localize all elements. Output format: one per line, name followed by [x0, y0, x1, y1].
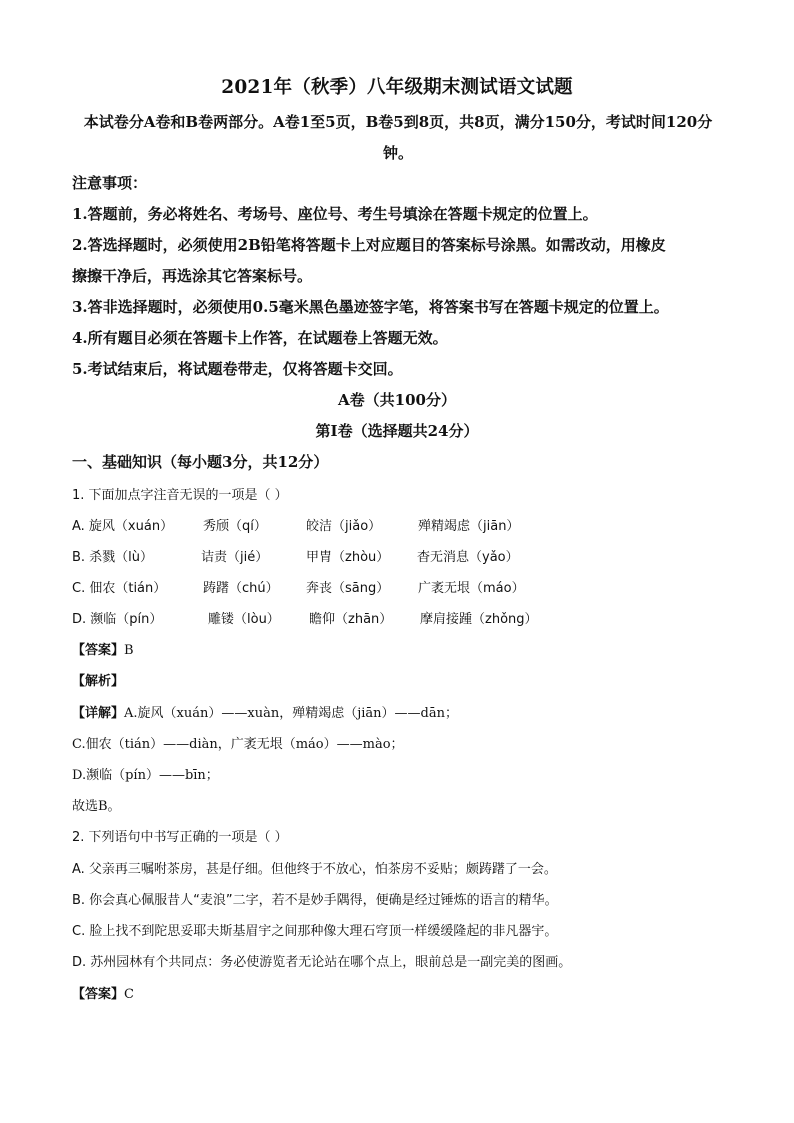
notice-item-2-cont: 擦擦干净后，再选涂其它答案标号。	[72, 267, 313, 285]
notice-item-5: 5.考试结束后，将试题卷带走，仅将答题卡交回。	[72, 360, 403, 378]
q1-option-a-3: 皎洁（jiǎo）	[306, 519, 382, 534]
notice-item-2: 2.答选择题时，必须使用2B铅笔将答题卡上对应题目的答案标号涂黑。如需改动，用橡皮	[72, 236, 666, 254]
q1-option-c-1: C. 佃农（tián）	[72, 581, 167, 596]
q1-conclusion: 故选B。	[72, 799, 121, 814]
q1-detail-1	[72, 702, 458, 721]
q2-option-c: C. 脸上找不到陀思妥耶夫斯基眉宇之间那种像大理石穹顶一样缓缓隆起的非凡器宇。	[72, 924, 558, 939]
q1-analysis	[72, 670, 124, 689]
q1-option-a-1: A. 旋风（xuán）	[72, 519, 174, 534]
q1-detail-3: D.濒临（pín）——bīn；	[72, 768, 219, 783]
q1-option-b-1: B. 杀戮（lù）	[72, 550, 154, 565]
q1-option-d-3: 瞻仰（zhān）	[309, 612, 393, 627]
q1-option-a-4: 殚精竭虑（jiān）	[418, 519, 520, 534]
q1-option-b-3: 甲胄（zhòu）	[306, 550, 390, 565]
q1-answer	[72, 639, 134, 658]
q1-detail-tag: 【详解】	[72, 706, 125, 721]
q1-option-d-1: D. 濒临（pín）	[72, 612, 163, 627]
q1-option-c-3: 奔丧（sāng）	[306, 581, 390, 596]
section-basic: 一、基础知识（每小题3分，共12分）	[72, 453, 329, 471]
q2-answer	[72, 983, 134, 1002]
notice-item-1: 1.答题前，务必将姓名、考场号、座位号、考生号填涂在答题卡规定的位置上。	[72, 205, 598, 223]
q1-stem: 1. 下面加点字注音无误的一项是（ ）	[72, 488, 288, 503]
notice-item-3: 3.答非选择题时，必须使用0.5毫米黑色墨迹签字笔，将答案书写在答题卡规定的位置上。	[72, 298, 669, 316]
q1-detail-text-1: A.旋风（xuán）——xuàn，殚精竭虑（jiān）——dān；	[124, 706, 458, 721]
q2-answer-tag: 【答案】	[72, 987, 125, 1002]
page-title: 2021年（秋季）八年级期末测试语文试题	[221, 77, 573, 98]
notice-item-4: 4.所有题目必须在答题卡上作答，在试题卷上答题无效。	[72, 329, 448, 347]
q1-analysis-tag: 【解析】	[72, 674, 125, 689]
q1-option-a-2: 秀颀（qí）	[203, 519, 267, 534]
q1-option-d-2: 雕镂（lòu）	[208, 612, 280, 627]
q1-option-d-4: 摩肩接踵（zhǒng）	[420, 612, 538, 627]
q2-option-d: D. 苏州园林有个共同点：务必使游览者无论站在哪个点上，眼前总是一副完美的图画。	[72, 955, 572, 970]
q1-option-b-2: 诘责（jié）	[201, 550, 269, 565]
q2-stem: 2. 下列语句中书写正确的一项是（ ）	[72, 830, 288, 845]
q2-option-b: B. 你会真心佩服昔人“麦浪”二字，若不是妙手隅得，便确是经过锤炼的语言的精华。	[72, 893, 558, 908]
q2-answer-value: C	[124, 987, 134, 1002]
q1-detail-2: C.佃农（tián）——diàn，广袤无垠（máo）——mào；	[72, 737, 404, 752]
exam-intro: 本试卷分A卷和B卷两部分。A卷1至5页，B卷5到8页，共8页，满分150分，考试时间120分钟。	[83, 113, 713, 162]
q1-option-b-4: 杳无消息（yǎo）	[417, 550, 519, 565]
q1-answer-value: B	[124, 643, 134, 658]
section-a-paper: A卷（共100分）	[338, 391, 456, 409]
notice-heading: 注意事项：	[72, 174, 148, 192]
q2-option-a: A. 父亲再三嘱咐茶房，甚是仔细。但他终于不放心，怕茶房不妥贴；颇踌躇了一会。	[72, 862, 557, 877]
section-part1: 第Ⅰ卷（选择题共24分）	[315, 422, 479, 440]
q1-option-c-4: 广袤无垠（máo）	[418, 581, 525, 596]
q1-option-c-2: 踌躇（chú）	[203, 581, 279, 596]
q1-answer-tag: 【答案】	[72, 643, 125, 658]
